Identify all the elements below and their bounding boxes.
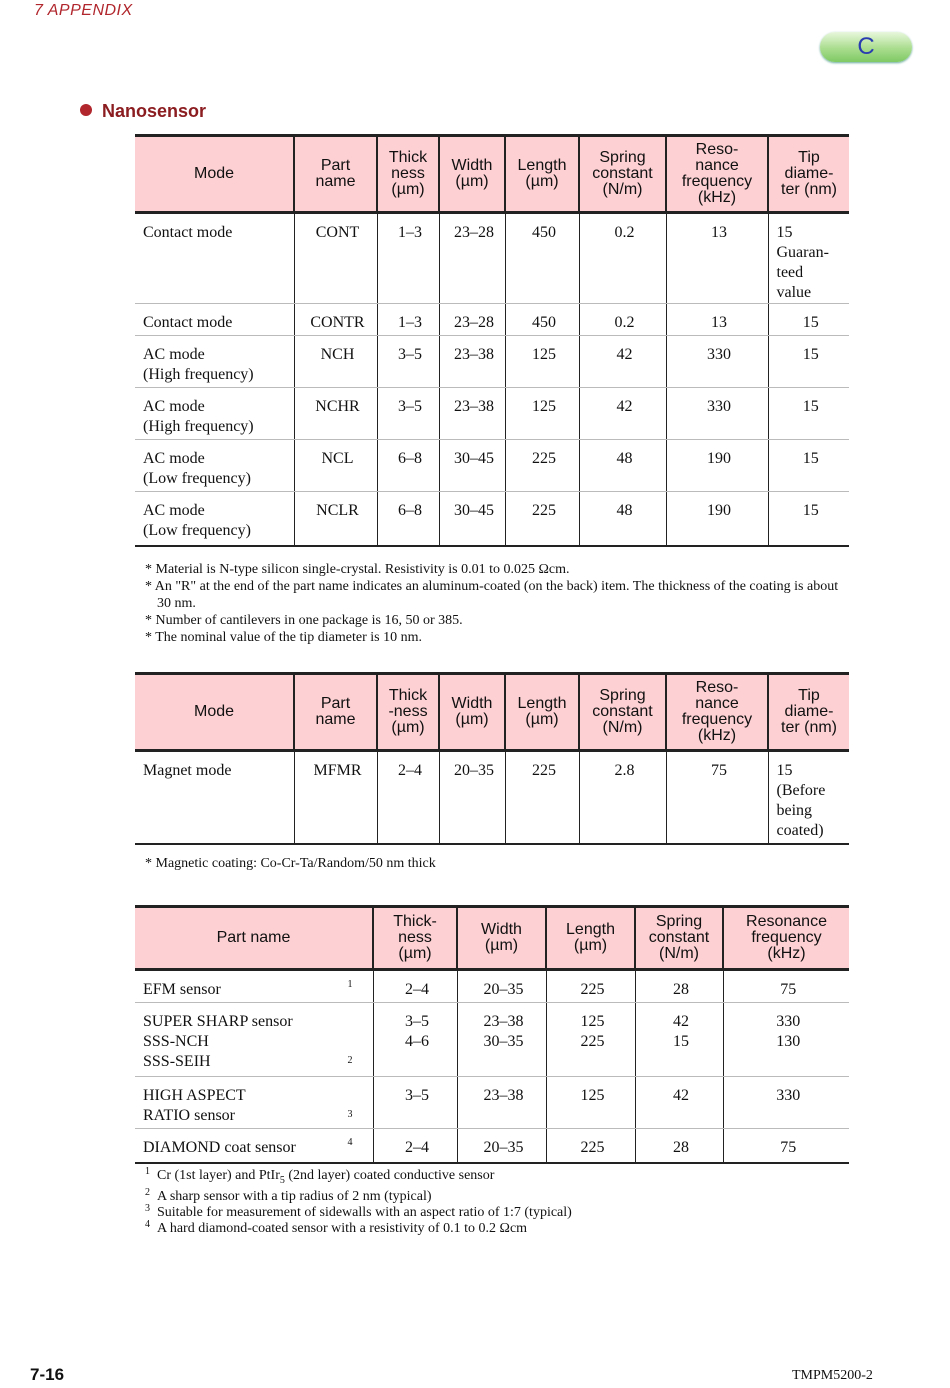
footnote-line: 2 A sharp sensor with a tip radius of 2 nm (typical) xyxy=(145,1186,432,1204)
table-cell: 20–35 xyxy=(457,1129,546,1163)
table-cell: 125 xyxy=(505,388,579,440)
table-cell: CONT xyxy=(294,213,377,304)
table-row xyxy=(135,440,849,492)
column-header: Mode xyxy=(135,136,294,213)
table-row xyxy=(135,213,849,304)
table-cell: 3–5 4–6 xyxy=(373,1003,457,1077)
part-name: EFM sensor xyxy=(143,981,221,998)
column-header: Length (µm) xyxy=(546,907,635,970)
table-cell: 3–5 xyxy=(377,336,439,388)
table-cell: AC mode (Low frequency) xyxy=(135,440,294,492)
column-header: Part name xyxy=(294,136,377,213)
part-name: HIGH ASPECT RATIO sensor xyxy=(143,1087,246,1124)
table-cell: 30–45 xyxy=(439,440,505,492)
table-cell: 75 xyxy=(723,1129,849,1163)
table-row xyxy=(135,1077,849,1129)
note-line: * An "R" at the end of the part name indicates an aluminum-coated (on the back) item. The thickness of the coating is about 30 nm. xyxy=(145,579,839,611)
table-cell: 15 (Before being coated) xyxy=(768,751,849,844)
table-cell: AC mode (High frequency) xyxy=(135,336,294,388)
table-cell: 2–4 xyxy=(373,970,457,1003)
table-cell: 225 xyxy=(546,970,635,1003)
table-cell: 23–38 xyxy=(439,388,505,440)
table-cell: 1–3 xyxy=(377,213,439,304)
table-row xyxy=(135,492,849,546)
appendix-tab[interactable]: C xyxy=(820,32,912,62)
table-cell: 3–5 xyxy=(373,1077,457,1129)
footnote-ref: 1 xyxy=(347,979,353,990)
column-header: Reso- nance frequency (kHz) xyxy=(666,136,768,213)
table-cell: 42 15 xyxy=(635,1003,723,1077)
column-header: Thick -ness (µm) xyxy=(377,674,439,751)
table-row xyxy=(135,304,849,336)
table-row xyxy=(135,1003,849,1077)
column-header: Thick ness (µm) xyxy=(377,136,439,213)
table-cell: NCL xyxy=(294,440,377,492)
table-cell: 42 xyxy=(579,336,666,388)
note-line: * Magnetic coating: Co-Cr-Ta/Random/50 nm thick xyxy=(145,856,436,871)
table-cell: Contact mode xyxy=(135,213,294,304)
column-header: Part name xyxy=(294,674,377,751)
footnote-ref: 2 xyxy=(347,1055,353,1066)
footnote-number: 2 xyxy=(145,1186,150,1198)
bullet-icon xyxy=(80,104,92,116)
part-name-cell xyxy=(135,1129,373,1163)
note-line: * Number of cantilevers in one package is 16, 50 or 385. xyxy=(145,613,463,628)
note-line: * Material is N-type silicon single-crystal. Resistivity is 0.01 to 0.025 Ωcm. xyxy=(145,562,570,577)
table-cell: 28 xyxy=(635,1129,723,1163)
footnote-ref: 3 xyxy=(347,1109,353,1120)
table3-footnotes xyxy=(145,1168,845,1237)
table-cell: NCHR xyxy=(294,388,377,440)
table-cell: 125 xyxy=(546,1077,635,1129)
column-header: Thick- ness (µm) xyxy=(373,907,457,970)
table-cell: 330 xyxy=(666,336,768,388)
table-row xyxy=(135,970,849,1003)
table-cell: 48 xyxy=(579,440,666,492)
footnote-line: 4 A hard diamond-coated sensor with a resistivity of 0.1 to 0.2 Ωcm xyxy=(145,1218,528,1236)
table-cell: 330 130 xyxy=(723,1003,849,1077)
footnote-number: 1 xyxy=(145,1166,150,1177)
table-cell: 23–28 xyxy=(439,304,505,336)
note-line: * The nominal value of the tip diameter is 10 nm. xyxy=(145,630,422,645)
table-cell: 125 xyxy=(505,336,579,388)
table-cell: 13 xyxy=(666,213,768,304)
table-cell: 15 xyxy=(768,492,849,546)
table-cell: 330 xyxy=(666,388,768,440)
column-header: Spring constant (N/m) xyxy=(579,136,666,213)
footnote-line: 1 Cr (1st layer) and PtIr$_5$ (2nd layer) coated conductive sensor xyxy=(145,1166,495,1186)
column-header: Mode xyxy=(135,674,294,751)
column-header: Resonance frequency (kHz) xyxy=(723,907,849,970)
footnote-number: 4 xyxy=(145,1218,150,1230)
column-header: Width (µm) xyxy=(457,907,546,970)
document-code: TMPM5200-2 xyxy=(792,1368,873,1383)
column-header: Tip diame- ter (nm) xyxy=(768,674,849,751)
table-cell: 23–38 xyxy=(439,336,505,388)
table-cell: 20–35 xyxy=(439,751,505,844)
table-cell: 6–8 xyxy=(377,440,439,492)
table-cell: 23–38 xyxy=(457,1077,546,1129)
table-cell: 75 xyxy=(723,970,849,1003)
table-cell: 48 xyxy=(579,492,666,546)
table-cell: 1–3 xyxy=(377,304,439,336)
table-cell: 225 xyxy=(546,1129,635,1163)
table-cell: 15 Guaran- teed value xyxy=(768,213,849,304)
table-cell: 125 225 xyxy=(546,1003,635,1077)
footnote-ref: 4 xyxy=(347,1137,353,1148)
table-cell: 0.2 xyxy=(579,213,666,304)
footnote-line: 3 Suitable for measurement of sidewalls with an aspect ratio of 1:7 (typical) xyxy=(145,1202,572,1220)
table-row xyxy=(135,751,849,844)
column-header: Tip diame- ter (nm) xyxy=(768,136,849,213)
table-cell: NCH xyxy=(294,336,377,388)
sensor-table xyxy=(135,905,849,1164)
table-cell: 20–35 xyxy=(457,970,546,1003)
column-header: Reso- nance frequency (kHz) xyxy=(666,674,768,751)
table-cell: 6–8 xyxy=(377,492,439,546)
table-cell: 23–38 30–35 xyxy=(457,1003,546,1077)
section-title xyxy=(80,101,206,122)
nanosensor-table xyxy=(135,134,849,547)
part-name: DIAMOND coat sensor xyxy=(143,1139,296,1156)
table-cell: 225 xyxy=(505,751,579,844)
page-number: 7-16 xyxy=(30,1365,65,1384)
table-row xyxy=(135,388,849,440)
part-name-cell xyxy=(135,1003,373,1077)
column-header: Width (µm) xyxy=(439,674,505,751)
table-cell: MFMR xyxy=(294,751,377,844)
table-cell: 23–28 xyxy=(439,213,505,304)
table-cell: 450 xyxy=(505,304,579,336)
table-cell: AC mode (Low frequency) xyxy=(135,492,294,546)
table-cell: 0.2 xyxy=(579,304,666,336)
part-name-cell xyxy=(135,970,373,1003)
column-header: Spring constant (N/m) xyxy=(635,907,723,970)
table-cell: 75 xyxy=(666,751,768,844)
table-cell: 190 xyxy=(666,440,768,492)
table-cell: 225 xyxy=(505,440,579,492)
table-cell: 3–5 xyxy=(377,388,439,440)
part-name-cell xyxy=(135,1077,373,1129)
table-cell: AC mode (High frequency) xyxy=(135,388,294,440)
table-cell: 2–4 xyxy=(373,1129,457,1163)
table-row xyxy=(135,336,849,388)
table-cell: 15 xyxy=(768,304,849,336)
table-cell: 42 xyxy=(579,388,666,440)
table-cell: 15 xyxy=(768,440,849,492)
table-cell: Contact mode xyxy=(135,304,294,336)
table-cell: 15 xyxy=(768,336,849,388)
table2-notes xyxy=(145,855,845,872)
table-cell: 30–45 xyxy=(439,492,505,546)
table1-notes xyxy=(145,561,845,646)
table-cell: 190 xyxy=(666,492,768,546)
table-cell: 15 xyxy=(768,388,849,440)
table-cell: CONTR xyxy=(294,304,377,336)
magnet-table xyxy=(135,672,849,845)
column-header: Part name xyxy=(135,907,373,970)
part-name: SUPER SHARP sensor SSS-NCH SSS-SEIH xyxy=(143,1013,293,1070)
table-cell: NCLR xyxy=(294,492,377,546)
column-header: Length (µm) xyxy=(505,136,579,213)
table-cell: 28 xyxy=(635,970,723,1003)
column-header: Width (µm) xyxy=(439,136,505,213)
table-cell: 225 xyxy=(505,492,579,546)
table-cell: Magnet mode xyxy=(135,751,294,844)
table-cell: 42 xyxy=(635,1077,723,1129)
table-cell: 2.8 xyxy=(579,751,666,844)
table-cell: 330 xyxy=(723,1077,849,1129)
chapter-header: 7 APPENDIX xyxy=(34,2,133,19)
footnote-number: 3 xyxy=(145,1202,150,1214)
table-cell: 13 xyxy=(666,304,768,336)
table-cell: 2–4 xyxy=(377,751,439,844)
section-title-text: Nanosensor xyxy=(102,101,207,121)
column-header: Length (µm) xyxy=(505,674,579,751)
column-header: Spring constant (N/m) xyxy=(579,674,666,751)
table-cell: 450 xyxy=(505,213,579,304)
table-row xyxy=(135,1129,849,1163)
